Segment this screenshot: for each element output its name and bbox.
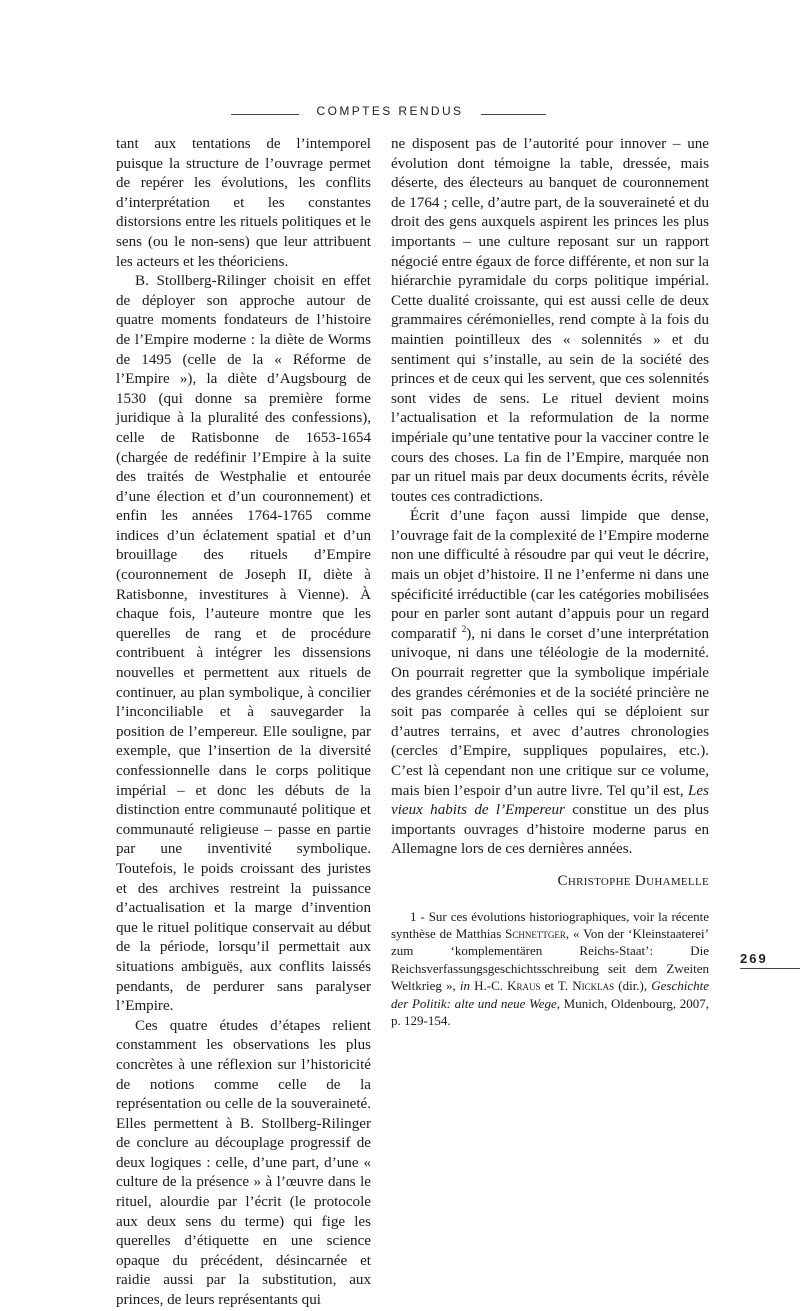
text-run: 1 - Sur ces évolutions historiographiques, voir la récente synthèse de Matthias [391,908,709,941]
text-run: constitue un des plus importants ouvrages d’histoire moderne parus en Allemagne lors de ces dernières années. [391,802,710,858]
review-signature: Christophe Duhamelle [557,872,709,889]
book-title: Geschichte der Politik: alte und neue Wege [391,978,710,1011]
right-column [391,135,709,1029]
running-header [0,104,800,124]
text-run: , « Von der ‘Kleinstaaterei’ zum ‘komplementären Reichs-Staat’: Die Reichsverfassungsgeschichtsschreibung seit dem Zweiten Weltkrieg », [391,925,710,994]
left-column [116,135,371,1311]
author-name: Schnettger [505,925,566,941]
page-number: 269 [740,951,768,966]
author-name: Kraus [507,978,541,994]
page-folio [740,951,800,969]
folio-rule [740,968,800,969]
paragraph: tant aux tentations de l’intemporel puisque la structure de l’ouvrage permet de repérer les évolutions, les conflits d’interprétation et les constantes distorsions entre les rituels politiques et le sens (ou le non-sens) que leur attribuent les acteurs et les théoriciens. [116,136,371,270]
text-run: H.-C. [470,978,508,994]
italic-text: in [459,978,471,994]
paragraph [391,507,709,860]
paragraph: Ces quatre études d’étapes relient constamment les observations les plus concrètes à une réflexion sur l’historicité de notions comme celle de la représentation ou celle de la souveraineté. Elles permettent à B. Stollberg-Rilinger de conclure au découplage progressif de deux logiques : celle, d’une part, d’une « culture de la présence » à l’œuvre dans le rituel, alourdie par l’écrit (le protocole aux deux sens du terme) qui fige les querelles d’étiquette en une science opaque du précédent, désincarnée et raidie aussi par la substitution, aux princes, de leurs représentants qui [116,1017,371,1309]
footnote [391,908,709,1030]
footnote-reference: 2 [461,623,467,634]
text-run: ), ni dans le corset d’une interprétation univoque, ni dans une téléologie de la modernité. On pourrait regretter que la symbolique impériale des grandes cérémonies et de la société princière ne soit pas comparée à celles qui se déploient sur d’autres terrains, et avec d’autres chronologies (cercles d’Empire, suppliques populaires, etc.). C’est là cependant non une critique sur ce volume, mais bien l’espoir d’un autre livre. Tel qu’il est, [391,625,709,799]
header-rule-left [231,114,299,115]
text-run: (dir.), [614,978,652,994]
paragraph: ne disposent pas de l’autorité pour innover – une évolution dont témoigne la table, dressée, mais déserte, des électeurs au banquet de couronnement de 1764 ; celle, d’autre part, de la souveraineté et du droit des gens auxquels aspirent les princes les plus importants – une culture reposant sur un rapport négocié entre égaux de force différente, et non sur la hiérarchie pyramidale du corps politique impérial. Cette dualité croissante, qui est aussi celle de deux grammaires cérémonielles, rend compte à la fois du maintien pointilleux des « solennités » et du sentiment qui s’installe, au sein de la société des princes et de ceux qui les servent, que ces solennités sont vides de sens. Le rituel devient moins l’actualisation et la reformulation de la norme impériale qu’une tentative pour la vacciner contre le cours des choses. La fin de l’Empire, marquée non par un rituel mais par deux documents écrits, révèle toutes ces contradictions. [391,136,709,505]
running-header-title: COMPTES RENDUS [316,104,464,118]
text-run: Écrit d’une façon aussi limpide que dense, l’ouvrage fait de la complexité de l’Empire moderne non une difficulté à résoudre par qui veut le décrire, mais un objet d’histoire. Il ne l’enferme ni dans une spécificité irréductible (car les catégories mobilisées pour en parler sont autant d’appuis pour un regard comparatif [391,508,709,642]
book-title: Les vieux habits de l’Empereur [391,782,709,819]
author-name: Nicklas [572,978,615,994]
header-rule-right [481,114,546,115]
text-run: , Munich, Oldenbourg, 2007, p. 129-154. [391,995,709,1028]
text-run: et T. [540,978,573,994]
paragraph: B. Stollberg-Rilinger choisit en effet de déployer son approche autour de quatre moments fondateurs de l’histoire de l’Empire moderne : la diète de Worms de 1495 (celle de la « Réforme de l’Empire »), la diète d’Augsbourg de 1530 (qui donne sa première forme juridique à la pluralité des confessions), celle de Ratisbonne de 1653-1654 (chargée de redéfinir l’Empire à la suite des traités de Westphalie et entourée d’une élection et d’un couronnement) et enfin les années 1764-1765 comme indices d’un éclatement spatial et d’un brouillage des rituels d’Empire (couronnement de Joseph II, diète à Ratisbonne, investitures à Vienne). À chaque fois, l’auteure montre que les querelles de rang et de procédure contribuent à intégrer les dissensions nouvelles et permettent aux rituels de continuer, au plan symbolique, à concilier l’inconciliable et à sauvegarder la position de l’empereur. Elle souligne, par exemple, que l’insertion de la diversité confessionnelle dans le corps politique impérial – et donc les débuts de la distinction entre communauté politique et communauté religieuse – passe en partie par une inventivité symbolique. Toutefois, le poids croissant des juristes et des archives restreint la puissance d’actualisation et la marge d’invention que le rituel politique conservait au début de la période, lorsqu’il permettait aux situations ambiguës, aux conflits laissés pendants, de perdurer sans paralyser l’Empire. [116,273,371,1015]
